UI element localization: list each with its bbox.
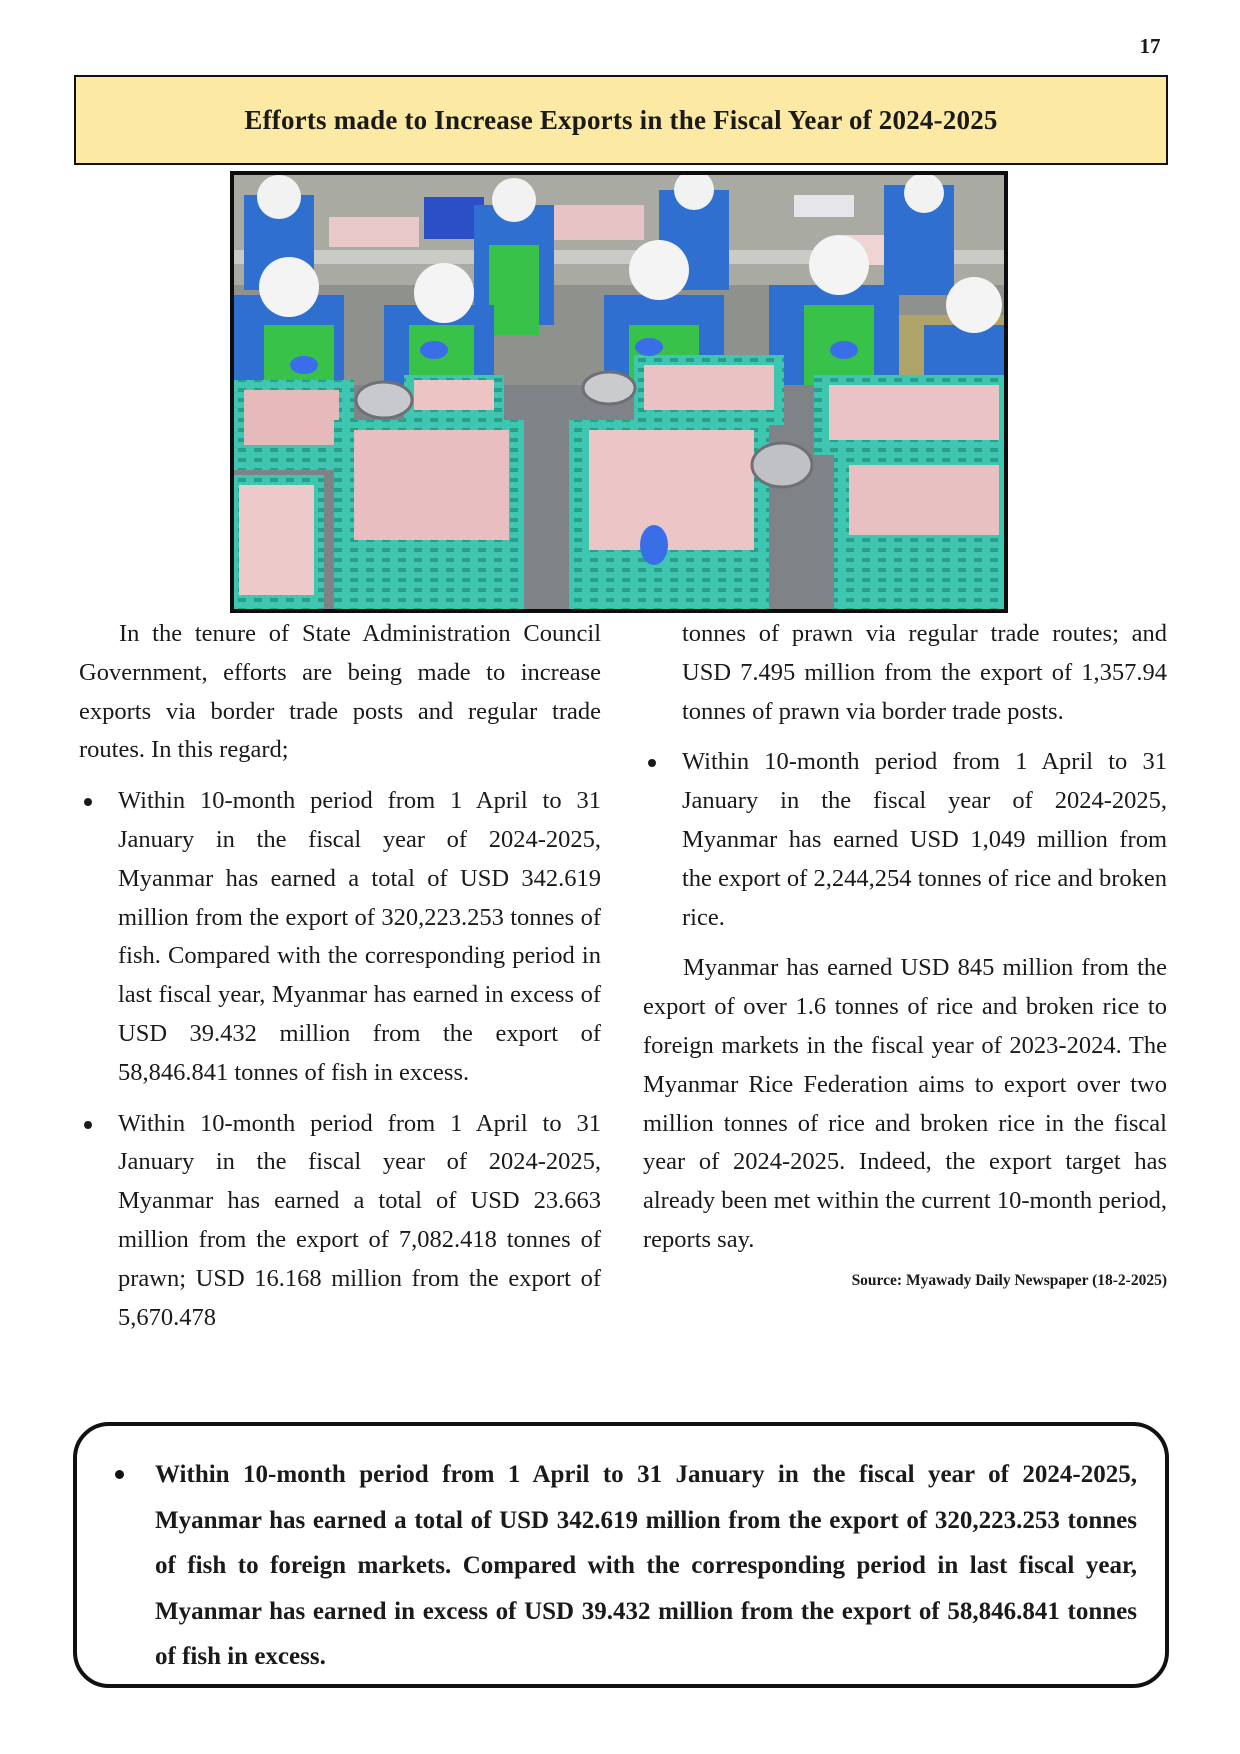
title-banner <box>74 75 1168 165</box>
list-item-prawn-export: Within 10-month period from 1 April to 31 January in the fiscal year of 2024-2025, Myanmar has earned a total of USD 23.663 million from the export of 7,082.418 tonnes of prawn; USD 16.168 million from the export of 5,670.478 <box>79 1105 601 1338</box>
page-title: Efforts made to Increase Exports in the Fiscal Year of 2024-2025 <box>244 104 998 135</box>
page-number: 17 <box>1139 34 1161 58</box>
highlight-text: Within 10-month period from 1 April to 31 January in the fiscal year of 2024-2025, Myanmar has earned a total of USD 342.619 million from the export of 320,223.253 tonnes of fish to foreign markets. Compared with the corresponding period in last fiscal year, Myanmar has earned in excess of USD 39.432 million from the export of 58,846.841 tonnes of fish in excess. <box>133 1452 1137 1680</box>
export-bullet-list <box>79 782 601 1337</box>
left-column <box>79 615 601 1337</box>
list-item-fish-export: Within 10-month period from 1 April to 31 January in the fiscal year of 2024-2025, Myanmar has earned a total of USD 342.619 million from the export of 320,223.253 tonnes of fish. Compared with the corresponding period in last fiscal year, Myanmar has earned in excess of USD 39.432 million from the export of 58,846.841 tonnes of fish in excess. <box>79 782 601 1092</box>
prawn-export-continued: tonnes of prawn via regular trade routes; and USD 7.495 million from the export of 1,357.94 tonnes of prawn via border trade posts. <box>682 620 1167 725</box>
list-item-rice-export: Within 10-month period from 1 April to 31 January in the fiscal year of 2024-2025, Myanmar has earned USD 1,049 million from the export of 2,244,254 tonnes of rice and broken rice. <box>643 743 1167 937</box>
intro-paragraph: In the tenure of State Administration Council Government, efforts are being made to increase exports via border trade posts and regular trade routes. In this regard; <box>79 620 601 764</box>
highlight-box <box>73 1422 1169 1688</box>
source-citation: Source: Myawady Daily Newspaper (18-2-2025) <box>851 1271 1167 1289</box>
closing-paragraph: Myanmar has earned USD 845 million from the export of over 1.6 tonnes of rice and broken rice to foreign markets in the fiscal year of 2023-2024. The Myanmar Rice Federation aims to export over two million tonnes of rice and broken rice in the fiscal year of 2024-2025. Indeed, the export target has already been met within the current 10-month period, reports say. <box>643 954 1167 1253</box>
fish-processing-photo <box>230 171 1008 613</box>
photo-illustration <box>234 175 1004 609</box>
export-bullet-list-continued <box>643 743 1167 937</box>
right-column <box>643 615 1167 1292</box>
